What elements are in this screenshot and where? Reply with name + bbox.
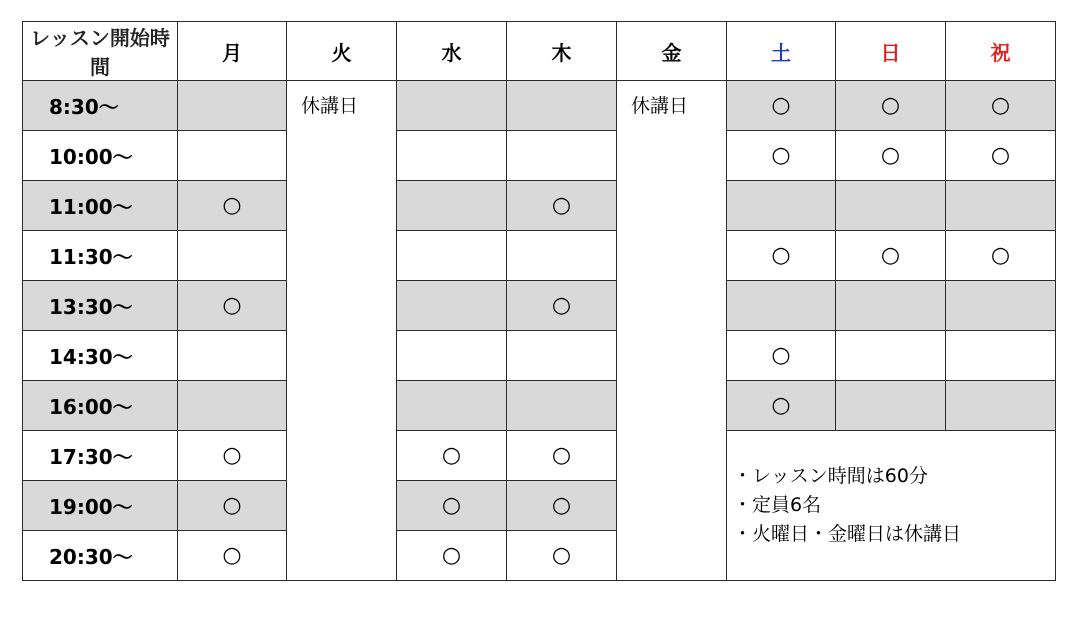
time-label: 10:00～ xyxy=(23,131,178,181)
time-label: 11:00～ xyxy=(23,181,178,231)
table-row xyxy=(23,81,1056,131)
wed-slot: ○ xyxy=(397,481,507,531)
time-label: 13:30～ xyxy=(23,281,178,331)
table-row xyxy=(23,131,1056,181)
day-header-wed: 水 xyxy=(397,22,507,81)
time-label: 20:30～ xyxy=(23,531,178,581)
sat-slot: ○ xyxy=(727,131,836,181)
holiday-slot: ○ xyxy=(946,81,1056,131)
thu-slot xyxy=(507,331,617,381)
mon-slot: ○ xyxy=(178,531,287,581)
thu-slot: ○ xyxy=(507,531,617,581)
day-header-sat: 土 xyxy=(727,22,836,81)
thu-slot: ○ xyxy=(507,481,617,531)
mon-slot xyxy=(178,81,287,131)
sun-slot xyxy=(836,381,946,431)
notes-cell xyxy=(727,431,1056,581)
mon-slot: ○ xyxy=(178,281,287,331)
note-capacity: ・定員6名 xyxy=(733,494,822,516)
sun-slot: ○ xyxy=(836,131,946,181)
time-label: 19:00～ xyxy=(23,481,178,531)
sat-slot: ○ xyxy=(727,381,836,431)
wed-slot: ○ xyxy=(397,531,507,581)
thu-slot xyxy=(507,81,617,131)
wed-slot xyxy=(397,131,507,181)
mon-slot xyxy=(178,331,287,381)
thu-slot: ○ xyxy=(507,431,617,481)
wed-slot xyxy=(397,81,507,131)
holiday-slot xyxy=(946,381,1056,431)
holiday-slot xyxy=(946,181,1056,231)
tue-closed-cell: 休講日 xyxy=(287,81,397,581)
sat-slot: ○ xyxy=(727,331,836,381)
wed-slot xyxy=(397,231,507,281)
day-header-fri: 金 xyxy=(617,22,727,81)
time-label: 11:30～ xyxy=(23,231,178,281)
table-row xyxy=(23,281,1056,331)
day-header-tue: 火 xyxy=(287,22,397,81)
table-row xyxy=(23,331,1056,381)
lesson-schedule-table xyxy=(22,21,1056,581)
table-row xyxy=(23,231,1056,281)
note-lesson-duration: ・レッスン時間は60分 xyxy=(733,465,928,487)
day-header-mon: 月 xyxy=(178,22,287,81)
thu-slot xyxy=(507,381,617,431)
sun-slot xyxy=(836,331,946,381)
wed-slot xyxy=(397,281,507,331)
fri-closed-cell: 休講日 xyxy=(617,81,727,581)
mon-slot xyxy=(178,381,287,431)
holiday-slot: ○ xyxy=(946,131,1056,181)
time-label: 14:30～ xyxy=(23,331,178,381)
day-header-holiday: 祝 xyxy=(946,22,1056,81)
mon-slot xyxy=(178,131,287,181)
sun-slot xyxy=(836,281,946,331)
sat-slot: ○ xyxy=(727,81,836,131)
thu-slot: ○ xyxy=(507,181,617,231)
start-time-header: レッスン開始時間 xyxy=(23,22,178,81)
sat-slot xyxy=(727,281,836,331)
wed-slot xyxy=(397,181,507,231)
mon-slot: ○ xyxy=(178,481,287,531)
table-row xyxy=(23,431,1056,481)
table-row xyxy=(23,381,1056,431)
time-label: 16:00～ xyxy=(23,381,178,431)
holiday-slot xyxy=(946,281,1056,331)
note-closed-days: ・火曜日・金曜日は休講日 xyxy=(733,523,962,545)
sat-slot xyxy=(727,181,836,231)
thu-slot xyxy=(507,131,617,181)
wed-slot: ○ xyxy=(397,431,507,481)
time-label: 17:30～ xyxy=(23,431,178,481)
header-row xyxy=(23,22,1056,81)
wed-slot xyxy=(397,331,507,381)
mon-slot xyxy=(178,231,287,281)
day-header-sun: 日 xyxy=(836,22,946,81)
mon-slot: ○ xyxy=(178,431,287,481)
sat-slot: ○ xyxy=(727,231,836,281)
wed-slot xyxy=(397,381,507,431)
thu-slot: ○ xyxy=(507,281,617,331)
sun-slot: ○ xyxy=(836,231,946,281)
thu-slot xyxy=(507,231,617,281)
sun-slot: ○ xyxy=(836,81,946,131)
mon-slot: ○ xyxy=(178,181,287,231)
sun-slot xyxy=(836,181,946,231)
time-label: 8:30～ xyxy=(23,81,178,131)
holiday-slot: ○ xyxy=(946,231,1056,281)
day-header-thu: 木 xyxy=(507,22,617,81)
holiday-slot xyxy=(946,331,1056,381)
table-row xyxy=(23,181,1056,231)
